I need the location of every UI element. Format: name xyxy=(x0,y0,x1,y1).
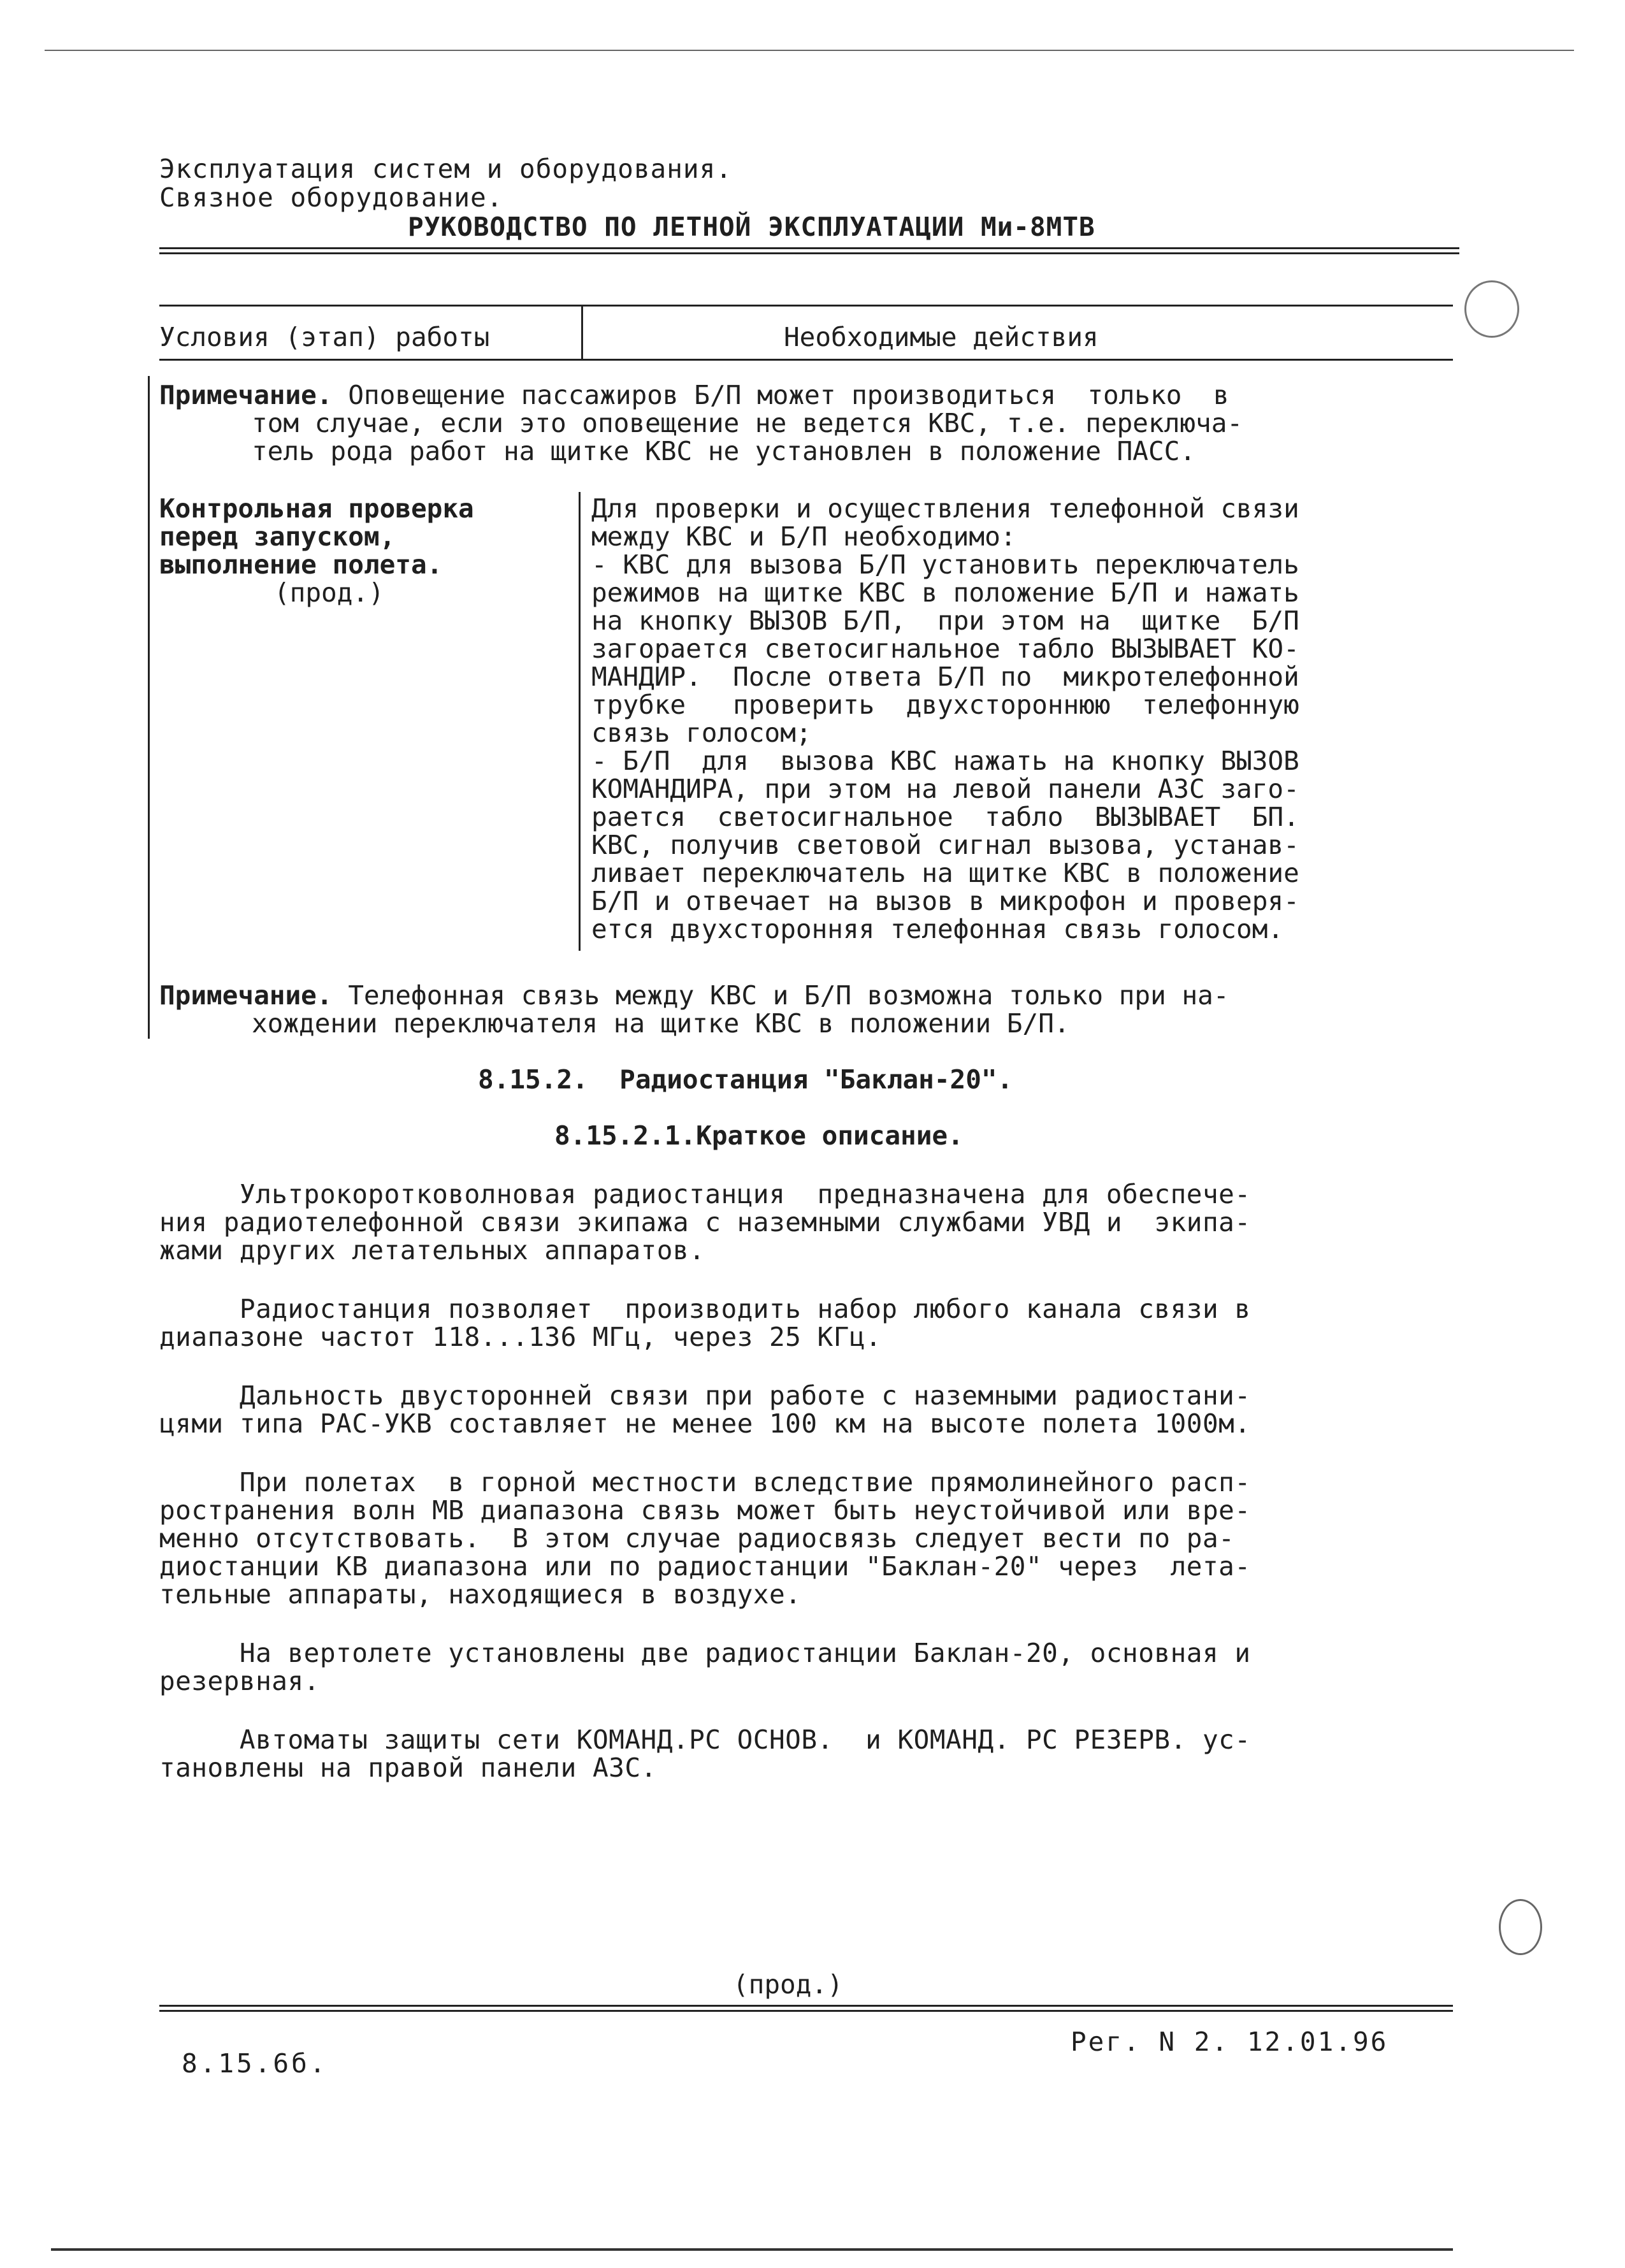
note-2-line-1 xyxy=(159,981,1229,1009)
action-line: КВС, получив световой сигнал вызова, устанав- xyxy=(591,830,1299,860)
action-line: - Б/П для вызова КВС нажать на кнопку ВЫЗОВ xyxy=(591,746,1299,776)
note-1-line-3: тель рода работ на щитке КВС не установлен в положение ПАСС. xyxy=(252,436,1196,466)
revision-info: Рег. N 2. 12.01.96 xyxy=(1071,2026,1389,2057)
note-1-label: Примечание. xyxy=(159,380,333,410)
paragraph-line: Радиостанция позволяет производить набор любого канала связи в xyxy=(159,1294,1251,1324)
note-2-line-2: хождении переключателя на щитке КВС в положении Б/П. xyxy=(252,1008,1070,1039)
action-line: рается светосигнальное табло ВЫЗЫВАЕТ БП. xyxy=(591,802,1299,832)
paragraph-line: резервная. xyxy=(159,1666,320,1696)
action-line: ливает переключатель на щитке КВС в положение xyxy=(591,858,1299,888)
page-number: 8.15.6б. xyxy=(182,2048,328,2079)
note-1-text-1: Оповещение пассажиров Б/П может производиться только в xyxy=(332,380,1229,410)
action-line: на кнопку ВЫЗОВ Б/П, при этом на щитке Б/П xyxy=(591,605,1299,636)
note-2-label: Примечание. xyxy=(159,980,333,1011)
footer-rule-2 xyxy=(159,2010,1453,2012)
action-line: режимов на щитке КВС в положение Б/П и нажать xyxy=(591,577,1299,608)
paragraph-line: менно отсутствовать. В этом случае радиосвязь следует вести по ра- xyxy=(159,1523,1235,1554)
binder-hole-bottom xyxy=(1499,1899,1542,1955)
paragraph-line: ния радиотелефонной связи экипажа с наземными службами УВД и экипа- xyxy=(159,1207,1251,1238)
paragraph-line: Автоматы защиты сети КОМАНД.РС ОСНОВ. и КОМАНД. РС РЕЗЕРВ. ус- xyxy=(159,1724,1251,1755)
column-header-conditions: Условия (этап) работы xyxy=(159,322,490,352)
paragraph-line: ространения волн МВ диапазона связь может быть неустойчивой или вре- xyxy=(159,1495,1251,1526)
header-rule-1 xyxy=(159,247,1459,249)
section-subheading: 8.15.2.1.Краткое описание. xyxy=(554,1120,964,1151)
action-line: трубке проверить двухстороннюю телефонную xyxy=(591,690,1299,720)
paragraph-line: Дальность двусторонней связи при работе с наземными радиостани- xyxy=(159,1380,1251,1411)
header-rule-2 xyxy=(159,252,1459,254)
note-1-line-2: том случае, если это оповещение не ведется КВС, т.е. переключа- xyxy=(252,408,1243,438)
action-line: загорается светосигнальное табло ВЫЗЫВАЕТ КО- xyxy=(591,633,1299,664)
binder-hole-top xyxy=(1464,280,1519,338)
condition-continued: (прод.) xyxy=(274,577,384,608)
continued-marker: (прод.) xyxy=(733,1969,843,2000)
body-column-divider xyxy=(579,492,581,951)
manual-title: РУКОВОДСТВО ПО ЛЕТНОЙ ЭКСПЛУАТАЦИИ Ми-8МТВ xyxy=(408,212,1095,242)
action-line: между КВС и Б/П необходимо: xyxy=(591,521,1016,552)
note-1-line-1 xyxy=(159,381,1229,409)
table-header-rule xyxy=(159,359,1453,361)
paragraph-line: Ультрокоротковолновая радиостанция предназначена для обеспече- xyxy=(159,1179,1251,1210)
paragraph-line: цями типа РАС-УКВ составляет не менее 100 км на высоте полета 1000м. xyxy=(159,1408,1251,1439)
paragraph-line: При полетах в горной местности вследствие прямолинейного расп- xyxy=(159,1467,1251,1498)
section-heading: 8.15.2. Радиостанция "Баклан-20". xyxy=(478,1064,1013,1095)
action-line: связь голосом; xyxy=(591,718,812,748)
note-2-text-1: Телефонная связь между КВС и Б/П возможна только при на- xyxy=(332,980,1229,1011)
action-line: - КВС для вызова Б/П установить переключатель xyxy=(591,549,1299,580)
header-line-2: Связное оборудование. xyxy=(159,182,503,213)
condition-line-2: перед запуском, xyxy=(159,521,396,552)
footer-rule-1 xyxy=(159,2005,1453,2007)
paragraph-line: диапазоне частот 118...136 МГц, через 25 КГц. xyxy=(159,1322,882,1352)
action-line: Для проверки и осуществления телефонной связи xyxy=(591,493,1299,524)
action-line: МАНДИР. После ответа Б/П по микротелефонной xyxy=(591,661,1299,692)
top-scan-edge xyxy=(45,50,1574,51)
paragraph-line: тановлены на правой панели АЗС. xyxy=(159,1752,657,1783)
action-line: Б/П и отвечает на вызов в микрофон и проверя- xyxy=(591,886,1299,916)
column-header-actions: Необходимые действия xyxy=(784,322,1099,352)
condition-line-3: выполнение полета. xyxy=(159,549,443,580)
table-left-border xyxy=(148,376,150,1039)
paragraph-line: диостанции КВ диапазона или по радиостанции "Баклан-20" через лета- xyxy=(159,1551,1251,1582)
table-top-rule xyxy=(159,305,1453,307)
paragraph-line: жами других летательных аппаратов. xyxy=(159,1235,705,1266)
header-line-1: Эксплуатация систем и оборудования. xyxy=(159,154,732,184)
header-column-divider xyxy=(581,306,583,361)
action-line: КОМАНДИРА, при этом на левой панели АЗС заго- xyxy=(591,774,1299,804)
bottom-scan-edge xyxy=(51,2248,1453,2251)
action-line: ется двухсторонняя телефонная связь голосом. xyxy=(591,914,1284,944)
paragraph-line: На вертолете установлены две радиостанции Баклан-20, основная и xyxy=(159,1638,1251,1668)
condition-line-1: Контрольная проверка xyxy=(159,493,474,524)
paragraph-line: тельные аппараты, находящиеся в воздухе. xyxy=(159,1579,802,1610)
